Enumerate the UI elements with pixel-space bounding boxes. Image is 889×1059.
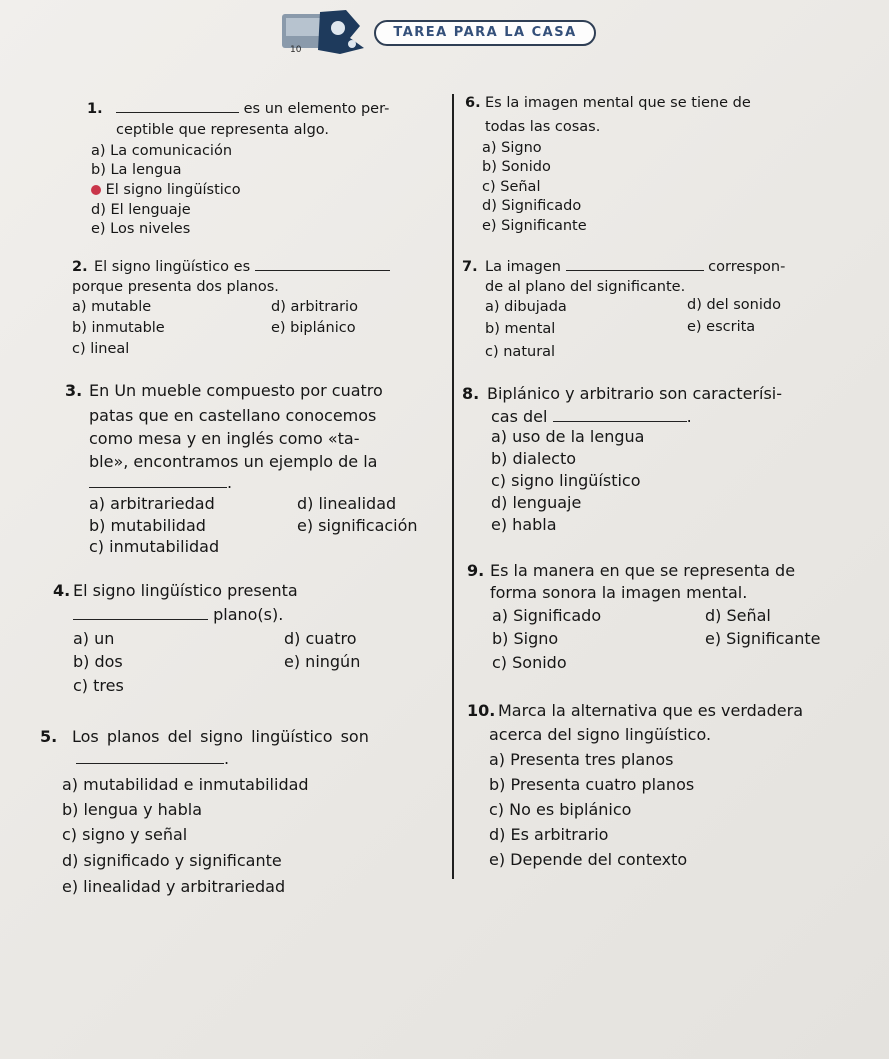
q5-blank-end: . — [224, 749, 230, 768]
q9-option-c: c) Sonido — [492, 653, 567, 672]
q8-blank-end: . — [686, 407, 692, 426]
q8-number: 8. — [462, 384, 480, 403]
q4-blank — [73, 609, 208, 620]
column-divider — [452, 94, 454, 879]
q6-stem-line2: todas las cosas. — [485, 119, 601, 135]
q8-stem-line2 — [491, 409, 692, 425]
q7-option-a: a) dibujada — [485, 299, 567, 315]
q2-option-b: b) inmutable — [72, 320, 165, 336]
q8-stem-prefix: cas del — [491, 407, 548, 426]
q9-number: 9. — [467, 561, 485, 580]
q7-stem-line1 — [485, 260, 785, 275]
q4-option-a: a) un — [73, 629, 115, 648]
q5-option-e: e) linealidad y arbitrariedad — [62, 877, 286, 896]
q8-option-a: a) uso de la lengua — [491, 427, 645, 446]
q7-stem-line2: de al plano del significante. — [485, 279, 686, 295]
q2-stem-line1 — [94, 260, 390, 275]
q1-option-c-marked — [91, 183, 241, 198]
q7-blank — [566, 260, 704, 271]
q3-blank-line — [89, 475, 232, 491]
q9-option-b: b) Signo — [492, 629, 559, 648]
q5-option-b: b) lengua y habla — [62, 800, 203, 819]
q3-number: 3. — [65, 381, 83, 400]
q3-stem-line2: patas que en castellano conocemos — [89, 406, 377, 425]
q1-blank — [116, 102, 239, 113]
q4-option-b: b) dos — [73, 652, 123, 671]
q7-option-b: b) mental — [485, 321, 556, 337]
q2-option-e: e) biplánico — [271, 320, 356, 336]
q3-option-a: a) arbitrariedad — [89, 494, 215, 513]
q10-option-a: a) Presenta tres planos — [489, 750, 674, 769]
q1-stem-suffix: es un elemento per- — [243, 101, 390, 117]
q10-option-e: e) Depende del contexto — [489, 850, 688, 869]
q3-stem-line3: como mesa y en inglés como «ta- — [89, 429, 360, 448]
q9-option-e: e) Significante — [705, 629, 821, 648]
q5-blank-line — [76, 751, 229, 767]
q3-option-b: b) mutabilidad — [89, 516, 206, 535]
q4-option-c: c) tres — [73, 676, 124, 695]
q5-blank — [76, 753, 224, 764]
selected-mark-icon — [91, 185, 101, 195]
q1-option-c-text: El signo lingüístico — [105, 182, 241, 198]
q8-option-c: c) signo lingüístico — [491, 471, 641, 490]
q3-option-e: e) significación — [297, 516, 418, 535]
q7-option-d: d) del sonido — [687, 297, 781, 313]
q9-stem-line1: Es la manera en que se representa de — [490, 561, 796, 580]
q10-number: 10. — [467, 701, 496, 720]
q6-stem-line1: Es la imagen mental que se tiene de — [485, 95, 751, 111]
logo-number: 10 — [290, 45, 302, 55]
q8-option-d: d) lenguaje — [491, 493, 582, 512]
q10-stem-line2: acerca del signo lingüístico. — [489, 725, 712, 744]
q8-blank — [553, 411, 687, 422]
q4-stem-line1: El signo lingüístico presenta — [73, 581, 298, 600]
q6-option-a: a) Signo — [482, 140, 542, 156]
q7-stem-suffix: correspon- — [708, 259, 786, 275]
q4-stem-suffix: plano(s). — [213, 605, 284, 624]
banner-title: TAREA PARA LA CASA — [374, 20, 596, 46]
q10-option-c: c) No es biplánico — [489, 800, 632, 819]
logo-icon — [280, 8, 366, 56]
q2-option-d: d) arbitrario — [271, 299, 358, 315]
q7-option-e: e) escrita — [687, 319, 756, 335]
q6-number: 6. — [465, 95, 481, 111]
q5-option-c: c) signo y señal — [62, 825, 188, 844]
q8-option-e: e) habla — [491, 515, 557, 534]
q8-stem-line1: Biplánico y arbitrario son caracterísi- — [487, 384, 783, 403]
q2-blank — [255, 260, 390, 271]
q10-option-b: b) Presenta cuatro planos — [489, 775, 695, 794]
q10-option-d: d) Es arbitrario — [489, 825, 609, 844]
q1-option-e: e) Los niveles — [91, 221, 191, 237]
q1-number: 1. — [87, 101, 103, 117]
q2-option-a: a) mutable — [72, 299, 152, 315]
q10-stem-line1: Marca la alternativa que es verdadera — [498, 701, 803, 720]
q1-option-a: a) La comunicación — [91, 143, 233, 159]
q3-option-d: d) linealidad — [297, 494, 397, 513]
q3-blank-end: . — [227, 473, 233, 492]
q5-number: 5. — [40, 727, 58, 746]
q1-option-d: d) El lenguaje — [91, 202, 191, 218]
q1-stem-line2: ceptible que representa algo. — [116, 122, 330, 138]
q4-number: 4. — [53, 581, 71, 600]
q7-number: 7. — [462, 259, 478, 275]
q9-stem-line2: forma sonora la imagen mental. — [490, 583, 748, 602]
q5-option-a: a) mutabilidad e inmutabilidad — [62, 775, 309, 794]
q4-option-e: e) ningún — [284, 652, 361, 671]
q2-stem-line2: porque presenta dos planos. — [72, 279, 279, 295]
q6-option-c: c) Señal — [482, 179, 541, 195]
q4-stem-line2 — [73, 607, 283, 623]
q2-stem-prefix: El signo lingüístico es — [94, 259, 251, 275]
q3-stem-line4: ble», encontramos un ejemplo de la — [89, 452, 378, 471]
q8-option-b: b) dialecto — [491, 449, 577, 468]
q9-option-d: d) Señal — [705, 606, 771, 625]
q7-option-c: c) natural — [485, 344, 556, 360]
q7-stem-prefix: La imagen — [485, 259, 561, 275]
q6-option-b: b) Sonido — [482, 159, 551, 175]
worksheet-header — [280, 6, 610, 58]
q5-stem-line1: Los planos del signo lingüístico son — [72, 727, 369, 746]
q1-option-b: b) La lengua — [91, 162, 182, 178]
q4-option-d: d) cuatro — [284, 629, 357, 648]
q6-option-d: d) Significado — [482, 198, 582, 214]
q2-option-c: c) lineal — [72, 341, 130, 357]
q3-blank — [89, 477, 227, 488]
q3-stem-line1: En Un mueble compuesto por cuatro — [89, 381, 383, 400]
q9-option-a: a) Significado — [492, 606, 602, 625]
q1-stem-line1 — [116, 102, 389, 117]
q2-number: 2. — [72, 259, 88, 275]
q3-option-c: c) inmutabilidad — [89, 537, 220, 556]
q5-option-d: d) significado y significante — [62, 851, 282, 870]
q6-option-e: e) Significante — [482, 218, 587, 234]
